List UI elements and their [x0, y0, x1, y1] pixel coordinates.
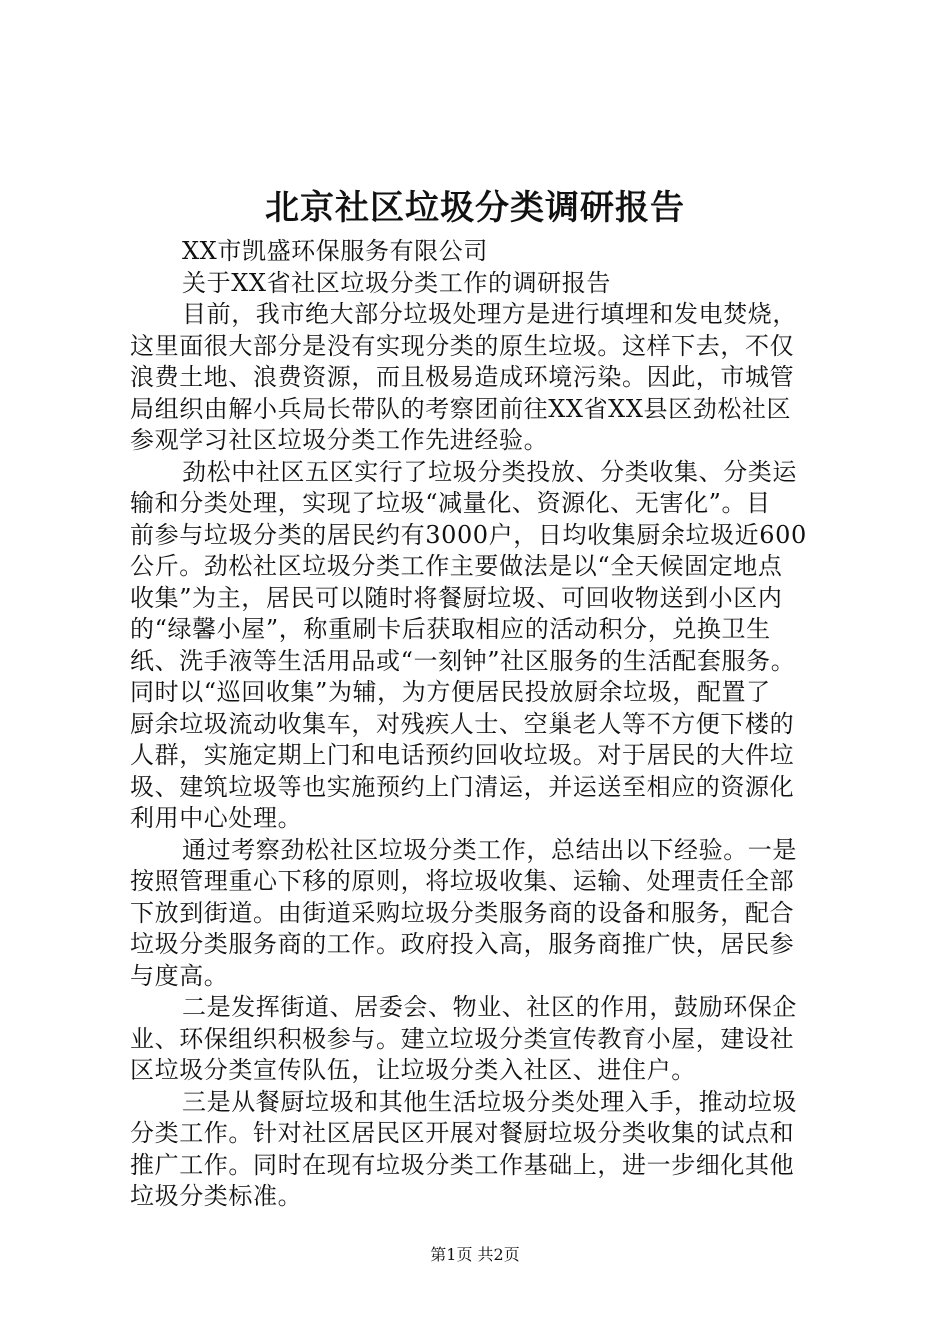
text-line: 目前，我市绝大部分垃圾处理方是进行填埋和发电焚烧，	[182, 300, 797, 328]
text-line: 业、环保组织积极参与。建立垃圾分类宣传教育小屋，建设社	[130, 1024, 795, 1053]
text-line: 公斤。劲松社区垃圾分类工作主要做法是以“全天候固定地点	[130, 552, 783, 580]
text-line: 通过考察劲松社区垃圾分类工作，总结出以下经验。一是	[182, 835, 797, 864]
text-line: 推广工作。同时在现有垃圾分类工作基础上，进一步细化其他	[130, 1150, 795, 1179]
text-line: 垃圾分类服务商的工作。政府投入高，服务商推广快，居民参	[130, 930, 795, 958]
page-footer: 第1页 共2页	[430, 1245, 520, 1264]
text-line: 垃圾分类标准。	[130, 1182, 303, 1210]
text-line: 参观学习社区垃圾分类工作先进经验。	[130, 426, 549, 454]
text-line: 与度高。	[130, 961, 229, 990]
text-line: 纸、洗手液等生活用品或“一刻钟”社区服务的生活配套服务。	[130, 646, 796, 675]
text-line: 劲松中社区五区实行了垃圾分类投放、分类收集、分类运	[182, 457, 797, 486]
document-body	[130, 236, 842, 1213]
text-line: 这里面很大部分是没有实现分类的原生垃圾。这样下去，不仅	[130, 331, 795, 360]
text-line: 厨余垃圾流动收集车，对残疾人士、空巢老人等不方便下楼的	[130, 709, 795, 738]
text-line: 局组织由解小兵局长带队的考察团前往XX省XX县区劲松社区	[130, 394, 792, 423]
text-line: 收集”为主，居民可以随时将餐厨垃圾、可回收物送到小区内	[130, 583, 783, 612]
text-line: 三是从餐厨垃圾和其他生活垃圾分类处理入手，推动垃圾	[182, 1087, 797, 1116]
text-line: 按照管理重心下移的原则，将垃圾收集、运输、处理责任全部	[130, 867, 795, 895]
text-line: 前参与垃圾分类的居民约有3000户，日均收集厨余垃圾近600	[130, 520, 807, 549]
text-line: 分类工作。针对社区居民区开展对餐厨垃圾分类收集的试点和	[130, 1119, 795, 1147]
text-line: 区垃圾分类宣传队伍，让垃圾分类入社区、进住户。	[130, 1056, 696, 1084]
text-line: XX市凯盛环保服务有限公司	[182, 237, 488, 265]
text-line: 输和分类处理，实现了垃圾“减量化、资源化、无害化”。目	[130, 489, 771, 517]
text-line: 浪费土地、浪费资源，而且极易造成环境污染。因此，市城管	[130, 363, 795, 391]
text-line: 下放到街道。由街道采购垃圾分类服务商的设备和服务，配合	[130, 898, 795, 927]
text-line: 人群，实施定期上门和电话预约回收垃圾。对于居民的大件垃	[130, 741, 795, 769]
text-line: 二是发挥街道、居委会、物业、社区的作用，鼓励环保企	[182, 993, 797, 1021]
text-line: 圾、建筑垃圾等也实施预约上门清运，并运送至相应的资源化	[130, 772, 795, 801]
text-line: 的“绿馨小屋”，称重刷卡后获取相应的活动积分，兑换卫生	[130, 615, 771, 643]
document-title: 北京社区垃圾分类调研报告	[265, 188, 685, 228]
text-line: 关于XX省社区垃圾分类工作的调研报告	[182, 268, 611, 297]
text-line: 利用中心处理。	[130, 804, 303, 832]
text-line: 同时以“巡回收集”为辅，为方便居民投放厨余垃圾，配置了	[130, 678, 771, 706]
